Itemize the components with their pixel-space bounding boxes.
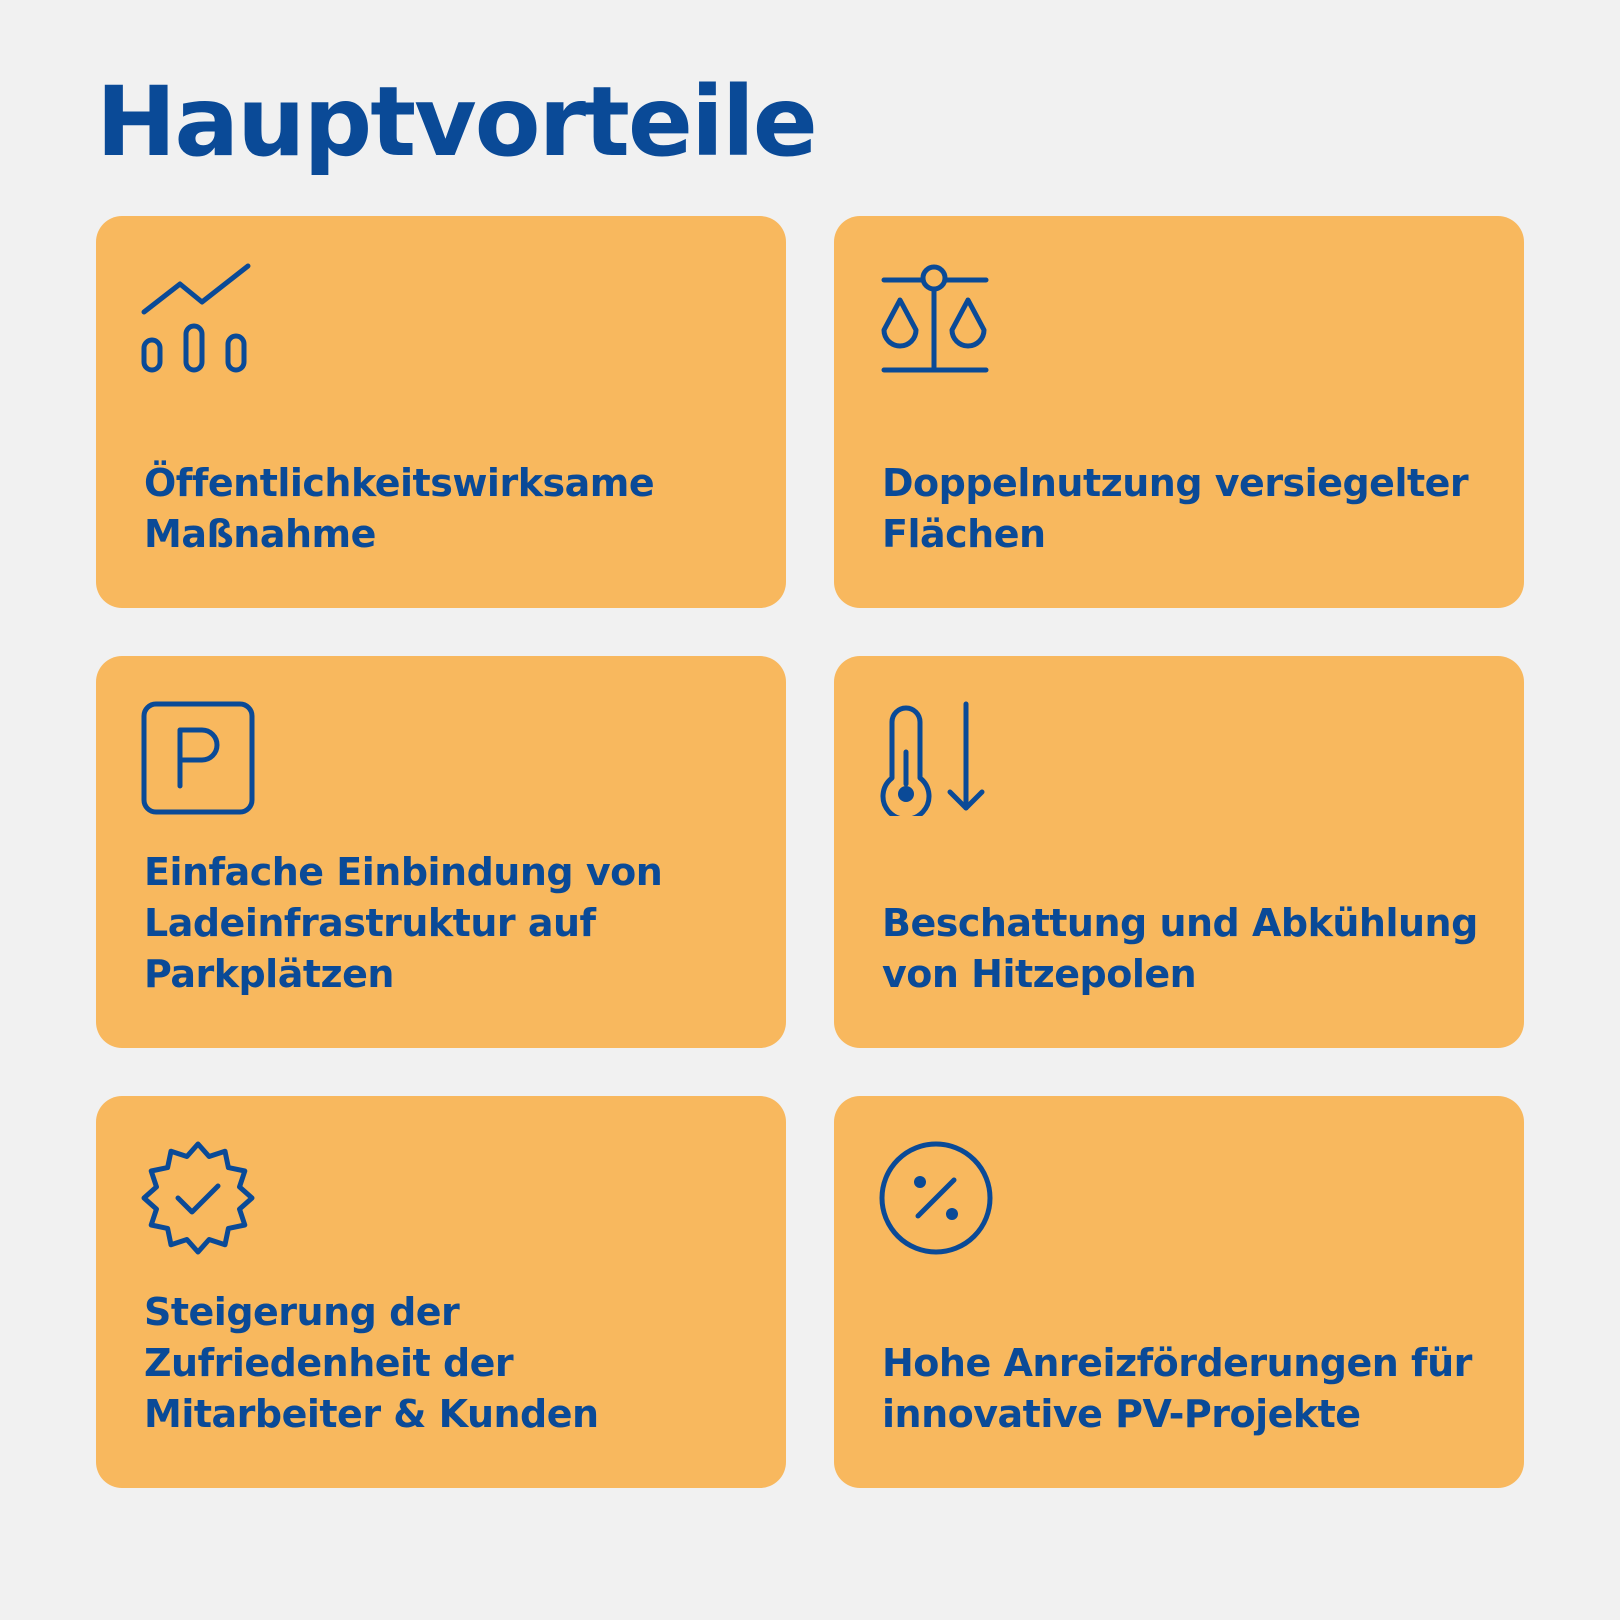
verified-badge-icon	[140, 1140, 256, 1256]
benefit-text: Öffentlichkeitswirksame Maßnahme	[144, 461, 655, 556]
benefit-text: Steigerung der Zufriedenheit der Mitarbeiter & Kunden	[144, 1290, 599, 1436]
balance-scale-icon	[878, 260, 994, 376]
benefit-text: Doppelnutzung versiegelter Flächen	[882, 461, 1469, 556]
benefit-card	[96, 656, 786, 1048]
page-title: Hauptvorteile	[96, 66, 816, 178]
benefit-card	[834, 656, 1524, 1048]
benefit-card	[96, 1096, 786, 1488]
parking-sign-icon	[140, 700, 256, 816]
percent-circle-icon	[878, 1140, 994, 1256]
benefit-card	[96, 216, 786, 608]
benefits-grid	[96, 216, 1524, 1488]
benefit-card	[834, 1096, 1524, 1488]
benefit-card	[834, 216, 1524, 608]
chart-trend-icon	[140, 260, 256, 376]
benefit-text: Hohe Anreizförderungen für innovative PV-Projekte	[882, 1341, 1472, 1436]
benefit-text: Beschattung und Abkühlung von Hitzepolen	[882, 901, 1478, 996]
benefit-text: Einfache Einbindung von Ladeinfrastruktur auf Parkplätzen	[144, 850, 663, 996]
thermometer-down-icon	[878, 700, 994, 816]
